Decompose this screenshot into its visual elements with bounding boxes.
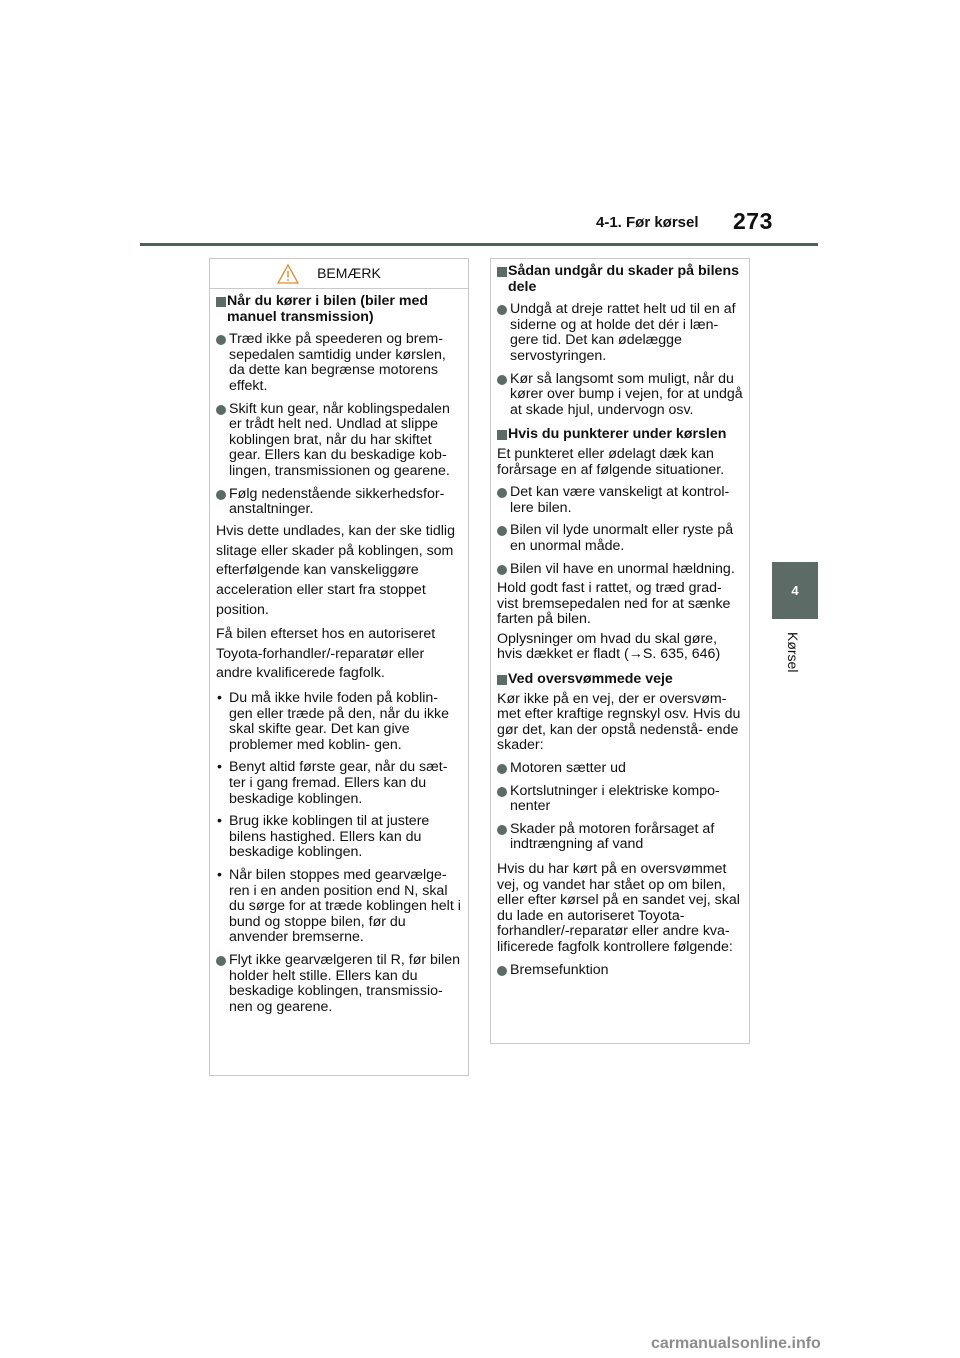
chapter-label: Kørsel [785, 632, 801, 673]
list-item-text: Flyt ikke gearvælgeren til R, før bilen holder helt stille. Ellers kan du beskadige koblingen, transmissio- nen og gearene. [229, 952, 461, 1015]
list-item-text: Kør så langsomt som muligt, når du kører over bump i vejen, for at undgå at skade hjul, undervogn osv. [510, 370, 743, 418]
circle-bullet-icon [497, 787, 507, 797]
circle-bullet-icon [497, 966, 507, 976]
circle-bullet-icon [216, 490, 226, 500]
list-item [216, 487, 462, 518]
list-item [497, 784, 743, 815]
square-bullet-icon [497, 675, 507, 685]
heading-text: Når du kører i bilen (biler med manuel transmission) [227, 293, 429, 325]
square-bullet-icon [497, 430, 507, 440]
circle-bullet-icon [497, 375, 507, 385]
dash-bullet: • [217, 759, 222, 776]
list-item-text: Skift kun gear, når koblingspedalen er trådt helt ned. Undlad at slippe koblingen brat, når du har skiftet gear. Ellers kan du beskadige kob- lingen, transmissionen og gearene. [229, 400, 450, 479]
list-item-text: Træd ikke på speederen og brem- sepedalen samtidig under kørslen, da dette kan begrænse motorens effekt. [229, 331, 446, 394]
notice-title: BEMÆRK [317, 264, 381, 281]
circle-bullet-icon [497, 488, 507, 498]
circle-bullet-icon [497, 305, 507, 315]
section-heading [497, 672, 743, 688]
list-item [497, 562, 743, 578]
list-item-text: Du må ikke hvile foden på koblin- gen eller træde på den, når du ikke skal skifte gear. Det kan give problemer med koblin- gen. [229, 690, 450, 753]
list-item [497, 485, 743, 516]
paragraph: Oplysninger om hvad du skal gøre, hvis dækket er fladt (→S. 635, 646) [497, 630, 721, 663]
list-item [497, 822, 743, 853]
dash-bullet: • [217, 690, 222, 707]
paragraph: Få bilen efterset hos en autoriseret Toyota-forhandler/-reparatør eller andre kvalificerede fagfolk. [216, 625, 436, 682]
list-item [497, 963, 743, 979]
list-item-text: Undgå at dreje rattet helt ud til en af siderne og at holde det dér i læn- gere tid. Det kan ødelægge servostyringen. [510, 301, 736, 364]
list-item-text: Skader på motoren forårsaget af indtrængning af vand [510, 820, 715, 853]
dash-bullet: • [217, 813, 222, 830]
circle-bullet-icon [497, 565, 507, 575]
list-item-text: Brug ikke koblingen til at justere bilens hastighed. Ellers kan du beskadige koblingen. [229, 813, 430, 861]
list-item-text: Bilen vil lyde unormalt eller ryste på en unormal måde. [510, 522, 734, 554]
header-divider [140, 243, 818, 246]
list-item-text: Når bilen stoppes med gearvælge- ren i en anden position end N, skal du sørge for at træde koblingen helt i bund og stoppe bilen, før du anvender bremserne. [229, 867, 461, 946]
list-item-text: Benyt altid første gear, når du sæt- ter i gang fremad. Ellers kan du beskadige koblingen. [229, 759, 448, 807]
list-item [497, 372, 743, 419]
list-item [497, 302, 743, 364]
square-bullet-icon [216, 297, 226, 307]
dash-bullet: • [217, 867, 222, 884]
list-item [497, 761, 743, 777]
list-item [497, 523, 743, 554]
heading-text: Sådan undgår du skader på bilens dele [508, 263, 739, 295]
list-item-text: Det kan være vanskeligt at kontrol- lere bilen. [510, 484, 730, 516]
list-item [216, 332, 462, 394]
circle-bullet-icon [216, 335, 226, 345]
notice-header [210, 259, 468, 289]
list-item [216, 691, 462, 753]
list-item [216, 953, 462, 1015]
circle-bullet-icon [216, 956, 226, 966]
section-heading [216, 294, 462, 325]
heading-text: Ved oversvømmede veje [508, 671, 673, 688]
paragraph: Hold godt fast i rattet, og træd grad- vist bremsepedalen ned for at sænke farten på bilen. [497, 580, 731, 628]
notice-box [209, 258, 469, 1076]
list-item [216, 868, 462, 946]
circle-bullet-icon [497, 526, 507, 536]
list-item [216, 760, 462, 807]
list-item [216, 402, 462, 480]
circle-bullet-icon [497, 825, 507, 835]
paragraph: Hvis dette undlades, kan der ske tidlig slitage eller skader på koblingen, som efterfølgende kan vanskeliggøre acceleration eller start fra stoppet position. [216, 522, 455, 618]
section-title: 4-1. Før kørsel [596, 214, 699, 231]
square-bullet-icon [497, 267, 507, 277]
list-item-text: Følg nedenstående sikkerhedsfor- anstaltninger. [229, 485, 445, 518]
list-item-text: Bilen vil have en unormal hældning. [510, 560, 735, 577]
list-item-text: Motoren sætter ud [510, 760, 626, 777]
circle-bullet-icon [497, 764, 507, 774]
page-number: 273 [733, 208, 773, 234]
info-box [490, 258, 750, 1044]
paragraph: Kør ikke på en vej, der er oversvøm- met efter kraftige regnskyl osv. Hvis du gør det, kan der opstå nedenstå- ende skader: [497, 690, 741, 754]
list-item-text: Bremsefunktion [510, 961, 609, 978]
paragraph: Et punkteret eller ødelagt dæk kan forårsage en af følgende situationer. [497, 445, 725, 478]
watermark: carmanualsonline.info [651, 1335, 821, 1352]
section-heading [497, 264, 743, 295]
list-item [216, 814, 462, 861]
warning-icon [277, 264, 299, 284]
paragraph: Hvis du har kørt på en oversvømmet vej, og vandet har stået op om bilen, eller efter kørsel på en sandet vej, skal du lade en autoriseret Toyota- forhandler/-reparatør eller andre kva- lificerede fagfolk kontrollere følgende: [497, 861, 740, 955]
section-heading [497, 427, 743, 443]
list-item-text: Kortslutninger i elektriske kompo- nenter [510, 782, 720, 815]
heading-text: Hvis du punkterer under kørslen [508, 426, 727, 443]
chapter-tab[interactable]: 4 [772, 562, 818, 619]
circle-bullet-icon [216, 405, 226, 415]
